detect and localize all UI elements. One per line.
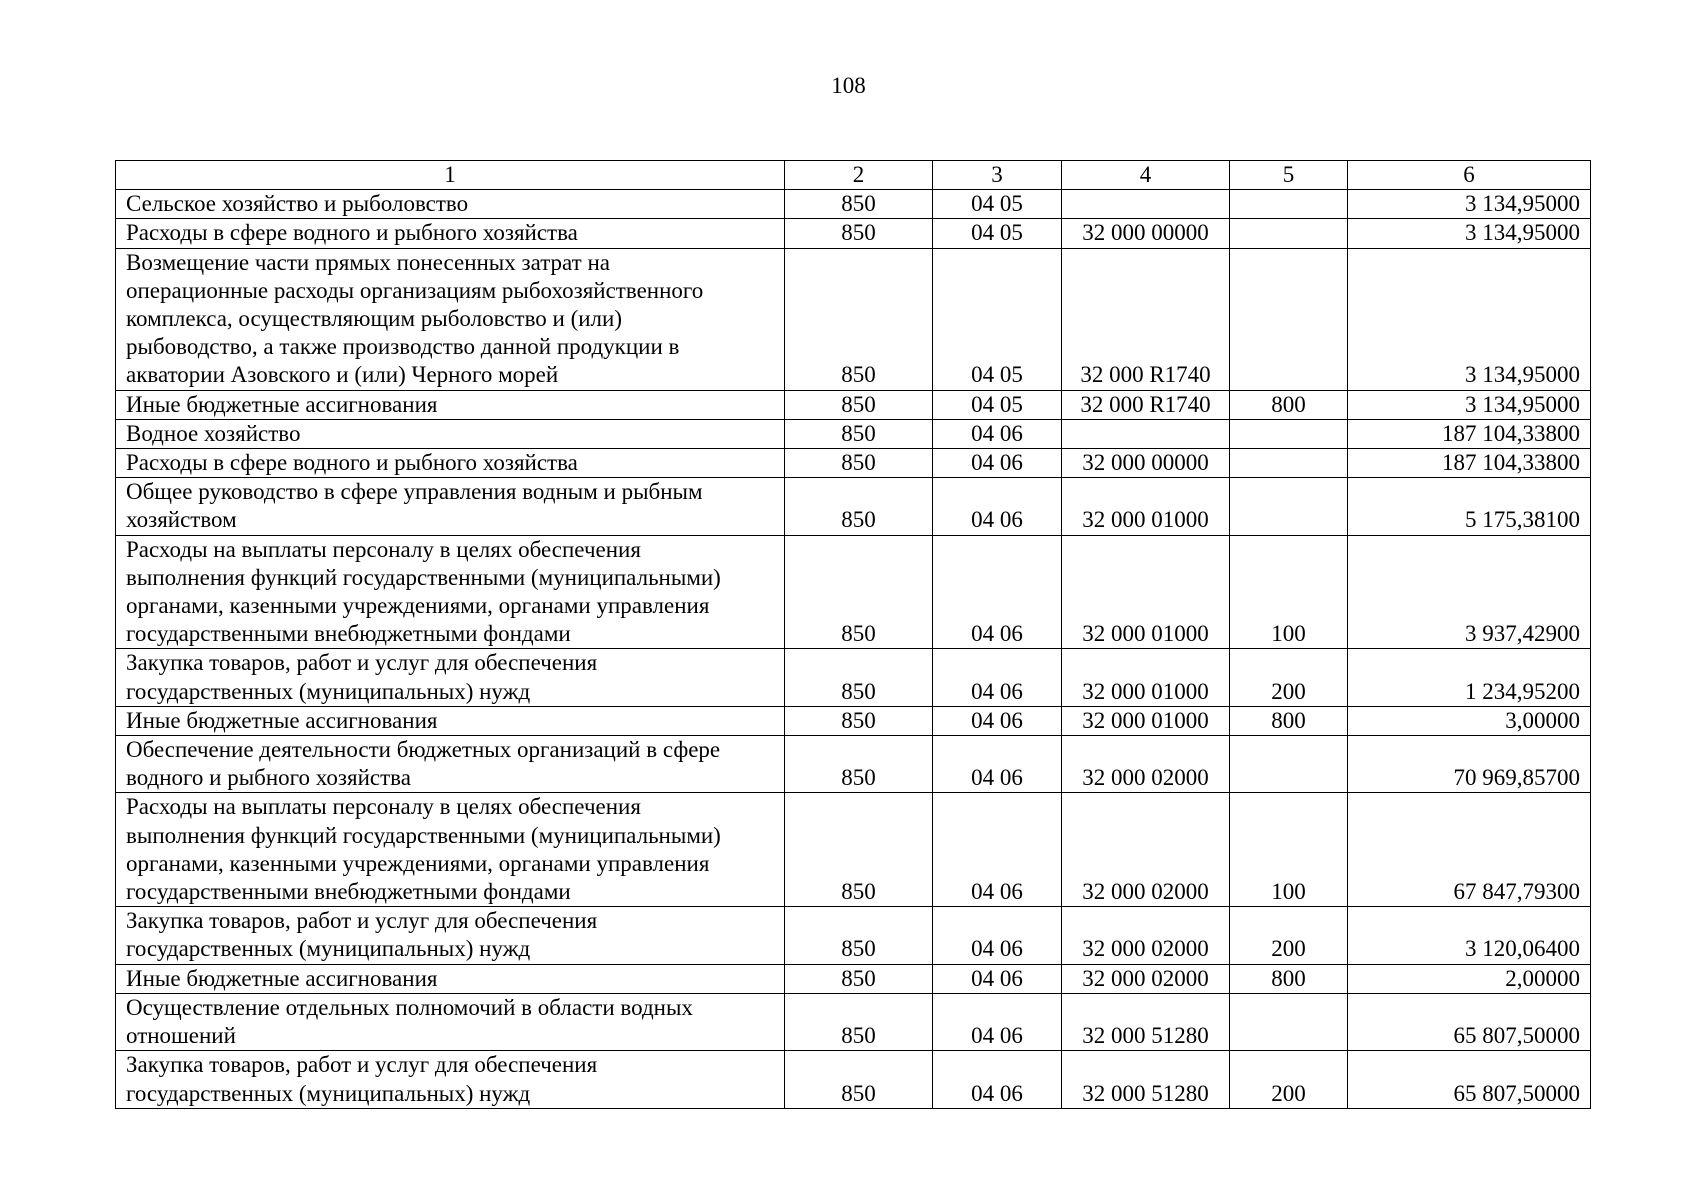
cell-section-code: 04 05 [933,190,1062,219]
cell-section-code: 04 06 [933,535,1062,649]
table-row [116,993,1591,1050]
expense-name-line: комплекса, осуществляющим рыболовство и (или) [126,306,623,332]
cell-amount: 65 807,50000 [1348,1051,1591,1108]
expense-name-line: Возмещение части прямых понесенных затрат на [126,249,610,275]
expense-name-line: Закупка товаров, работ и услуг для обеспечения [126,650,598,676]
cell-target-article: 32 000 02000 [1062,736,1230,793]
table-row [116,219,1591,248]
cell-target-article: 32 000 02000 [1062,793,1230,907]
expense-name-line: органами, казенными учреждениями, органами управления [126,593,710,619]
expense-name-line: отношений [126,1023,236,1049]
cell-expense-name [116,649,785,706]
table-row [116,449,1591,478]
table-row [116,1051,1591,1108]
table-row [116,419,1591,448]
expense-name-line: операционные расходы организациям рыбохозяйственного [126,277,704,303]
cell-expense-name [116,736,785,793]
cell-target-article: 32 000 00000 [1062,219,1230,248]
cell-section-code: 04 05 [933,390,1062,419]
cell-target-article: 32 000 R1740 [1062,248,1230,390]
expense-name-line: Общее руководство в сфере управления водным и рыбным [126,479,703,505]
cell-expense-name [116,1051,785,1108]
cell-amount: 3 134,95000 [1348,190,1591,219]
cell-section-code: 04 06 [933,736,1062,793]
expense-name-line: выполнения функций государственными (муниципальными) [126,564,721,590]
cell-expense-name [116,478,785,535]
expense-name-line: водного и рыбного хозяйства [126,765,411,791]
table-row [116,793,1591,907]
cell-amount: 3 937,42900 [1348,535,1591,649]
header-col-3: 3 [933,161,1062,190]
cell-amount: 3 134,95000 [1348,390,1591,419]
expense-name-line: хозяйством [126,507,237,533]
cell-amount: 187 104,33800 [1348,419,1591,448]
cell-expense-type [1230,478,1348,535]
expense-name-line: Иные бюджетные ассигнования [126,391,438,417]
cell-department-code: 850 [785,1051,933,1108]
table-row [116,964,1591,993]
cell-expense-type [1230,419,1348,448]
cell-expense-name [116,706,785,735]
cell-department-code: 850 [785,993,933,1050]
table-row [116,706,1591,735]
expense-name-line: государственных (муниципальных) нужд [126,936,531,962]
cell-expense-type [1230,736,1348,793]
cell-target-article: 32 000 01000 [1062,478,1230,535]
cell-expense-type: 200 [1230,1051,1348,1108]
cell-expense-type: 800 [1230,964,1348,993]
table-body [116,190,1591,1109]
cell-target-article: 32 000 02000 [1062,964,1230,993]
header-col-5: 5 [1230,161,1348,190]
table-row [116,535,1591,649]
cell-amount: 3 120,06400 [1348,907,1591,964]
cell-target-article: 32 000 51280 [1062,993,1230,1050]
cell-expense-name [116,390,785,419]
cell-expense-type: 800 [1230,706,1348,735]
cell-expense-type [1230,190,1348,219]
cell-expense-name [116,993,785,1050]
cell-target-article: 32 000 01000 [1062,706,1230,735]
cell-section-code: 04 06 [933,907,1062,964]
table-row [116,649,1591,706]
expense-name-line: Иные бюджетные ассигнования [126,707,438,733]
header-col-2: 2 [785,161,933,190]
cell-target-article [1062,190,1230,219]
expense-name-line: государственных (муниципальных) нужд [126,1080,531,1106]
table-row [116,736,1591,793]
cell-amount: 3 134,95000 [1348,219,1591,248]
cell-expense-name [116,248,785,390]
cell-target-article: 32 000 01000 [1062,649,1230,706]
cell-department-code: 850 [785,449,933,478]
cell-amount: 67 847,79300 [1348,793,1591,907]
expense-name-line: Закупка товаров, работ и услуг для обеспечения [126,908,598,934]
expense-name-line: Обеспечение деятельности бюджетных организаций в сфере [126,737,721,763]
cell-section-code: 04 06 [933,478,1062,535]
cell-expense-name [116,793,785,907]
expense-name-line: Иные бюджетные ассигнования [126,965,438,991]
expense-name-line: выполнения функций государственными (муниципальными) [126,822,721,848]
header-col-4: 4 [1062,161,1230,190]
cell-expense-type: 200 [1230,649,1348,706]
cell-target-article: 32 000 51280 [1062,1051,1230,1108]
table-row [116,390,1591,419]
cell-department-code: 850 [785,419,933,448]
cell-section-code: 04 05 [933,219,1062,248]
cell-expense-type [1230,993,1348,1050]
cell-expense-name [116,219,785,248]
cell-department-code: 850 [785,649,933,706]
header-col-6: 6 [1348,161,1591,190]
cell-expense-type: 800 [1230,390,1348,419]
cell-expense-type: 200 [1230,907,1348,964]
cell-target-article: 32 000 01000 [1062,535,1230,649]
expense-name-line: рыбоводство, а также производство данной продукции в [126,334,680,360]
cell-target-article: 32 000 R1740 [1062,390,1230,419]
cell-expense-name [116,419,785,448]
expense-name-line: государственными внебюджетными фондами [126,621,571,647]
expense-name-line: Расходы в сфере водного и рыбного хозяйства [126,450,578,476]
budget-table [115,160,1591,1109]
cell-target-article: 32 000 00000 [1062,449,1230,478]
cell-section-code: 04 06 [933,419,1062,448]
table-row [116,190,1591,219]
expense-name-line: государственных (муниципальных) нужд [126,678,531,704]
cell-amount: 65 807,50000 [1348,993,1591,1050]
cell-section-code: 04 06 [933,706,1062,735]
cell-department-code: 850 [785,219,933,248]
expense-name-line: Осуществление отдельных полномочий в области водных [126,994,693,1020]
page-number: 108 [831,73,866,98]
expense-name-line: Расходы в сфере водного и рыбного хозяйства [126,220,578,246]
cell-amount: 187 104,33800 [1348,449,1591,478]
cell-section-code: 04 06 [933,649,1062,706]
cell-expense-type [1230,219,1348,248]
cell-department-code: 850 [785,907,933,964]
expense-name-line: органами, казенными учреждениями, органами управления [126,850,710,876]
header-row [116,161,1591,190]
cell-section-code: 04 06 [933,1051,1062,1108]
cell-amount: 70 969,85700 [1348,736,1591,793]
cell-expense-name [116,449,785,478]
expense-name-line: акватории Азовского и (или) Черного морей [126,362,559,388]
cell-amount: 3,00000 [1348,706,1591,735]
cell-amount: 5 175,38100 [1348,478,1591,535]
cell-amount: 1 234,95200 [1348,649,1591,706]
table-row [116,907,1591,964]
cell-department-code: 850 [785,390,933,419]
cell-target-article: 32 000 02000 [1062,907,1230,964]
expense-name-line: Расходы на выплаты персоналу в целях обеспечения [126,536,641,562]
cell-department-code: 850 [785,736,933,793]
table-row [116,248,1591,390]
cell-target-article [1062,419,1230,448]
cell-section-code: 04 05 [933,248,1062,390]
cell-expense-name [116,535,785,649]
cell-department-code: 850 [785,964,933,993]
cell-section-code: 04 06 [933,449,1062,478]
cell-expense-type: 100 [1230,793,1348,907]
cell-expense-name [116,964,785,993]
header-col-1: 1 [116,161,785,190]
expense-name-line: Расходы на выплаты персоналу в целях обеспечения [126,794,641,820]
cell-department-code: 850 [785,793,933,907]
cell-section-code: 04 06 [933,993,1062,1050]
cell-department-code: 850 [785,535,933,649]
table-row [116,478,1591,535]
expense-name-line: Закупка товаров, работ и услуг для обеспечения [126,1052,598,1078]
cell-department-code: 850 [785,478,933,535]
cell-amount: 3 134,95000 [1348,248,1591,390]
cell-section-code: 04 06 [933,793,1062,907]
cell-expense-type: 100 [1230,535,1348,649]
cell-department-code: 850 [785,248,933,390]
table-header [116,161,1591,190]
cell-expense-name [116,907,785,964]
cell-expense-name [116,190,785,219]
expense-name-line: государственными внебюджетными фондами [126,879,571,905]
cell-department-code: 850 [785,190,933,219]
cell-amount: 2,00000 [1348,964,1591,993]
cell-department-code: 850 [785,706,933,735]
expense-name-line: Водное хозяйство [126,420,301,446]
cell-section-code: 04 06 [933,964,1062,993]
expense-name-line: Сельское хозяйство и рыболовство [126,191,469,217]
cell-expense-type [1230,449,1348,478]
cell-expense-type [1230,248,1348,390]
